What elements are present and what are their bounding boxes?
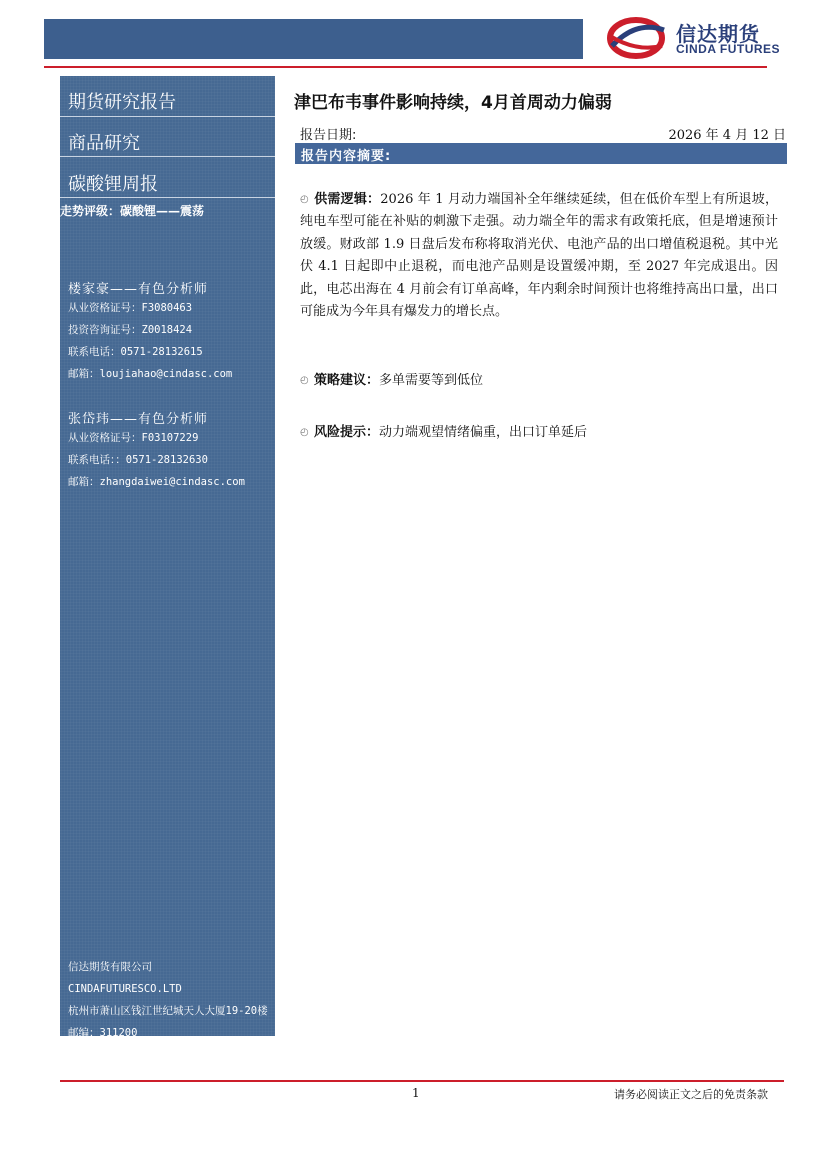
report-date-label: 报告日期: — [300, 128, 357, 143]
analyst-phone: 联系电话：：0571-28132630 — [68, 454, 208, 466]
analyst-card — [68, 278, 232, 385]
clock-icon: ◴ — [300, 427, 309, 438]
section-text: 2026 年 1 月动力端国补全年继续延续，但在低价车型上有所退坡，纯电车型可能在补贴的刺激下走强。动力端全年的需求有政策托底，但是增速预计放缓。财政部 1.9 日盘后发布称将取消光伏、电池产品的出口增值税退税。其中光伏 4.1 日起即中止退税，而电池产品则是设置缓冲期，至 2027 年完成退出。因此，电芯出海在 4 月前会有订单高峰，年内剩余时间预计也将维持高出口量，出口可能成为今年具有爆发力的增长点。 — [300, 192, 778, 320]
cinda-logo-icon — [606, 16, 670, 60]
section-label: 策略建议： — [314, 373, 380, 388]
sidebar-title-report: 期货研究报告 — [68, 92, 176, 113]
company-name-en: CINDAFUTURESCO.LTD — [68, 983, 182, 995]
summary-label: 报告内容摘要: — [301, 149, 392, 164]
analyst-name: 楼家豪——有色分析师 — [68, 282, 209, 297]
top-banner — [44, 19, 583, 59]
section-risk — [300, 422, 778, 444]
analyst-email: 邮箱：zhangdaiwei@cindasc.com — [68, 476, 245, 488]
report-date: 2026 年 4 月 12 日 — [668, 128, 786, 143]
analyst-license: 从业资格证号：F03107229 — [68, 432, 199, 444]
sidebar-title-weekly: 碳酸锂周报 — [68, 174, 158, 195]
sidebar-title-category: 商品研究 — [68, 133, 140, 154]
company-zip: 邮编：311200 — [68, 1027, 138, 1039]
divider — [60, 156, 275, 157]
section-text: 动力端观望情绪偏重，出口订单延后 — [379, 425, 588, 440]
analyst-email: 邮箱：loujiahao@cindasc.com — [68, 368, 233, 380]
company-name: 信达期货有限公司 — [68, 961, 152, 973]
bottom-rule — [60, 1080, 784, 1082]
analyst-consult: 投资咨询证号：Z0018424 — [68, 324, 193, 336]
summary-header — [295, 143, 787, 164]
clock-icon: ◴ — [300, 375, 309, 386]
logo-text-cn: 信达期货 — [676, 22, 760, 46]
analyst-phone: 联系电话：0571-28132615 — [68, 346, 203, 358]
section-strategy — [300, 370, 778, 392]
divider — [60, 116, 275, 117]
company-address: 杭州市萧山区钱江世纪城天人大厦19-20楼 — [68, 1005, 268, 1017]
analyst-card — [68, 408, 245, 493]
top-rule — [44, 66, 767, 68]
divider — [60, 197, 275, 198]
sidebar — [60, 76, 275, 1039]
page-number: 1 — [412, 1086, 420, 1100]
logo-text-en: CINDA FUTURES — [676, 42, 781, 56]
company-info — [68, 956, 268, 1044]
trend-rating: 走势评级：碳酸锂——震荡 — [60, 204, 205, 218]
section-text: 多单需要等到低位 — [379, 373, 484, 388]
section-supply-demand — [300, 189, 778, 323]
section-label: 风险提示： — [314, 425, 380, 440]
analyst-name: 张岱玮——有色分析师 — [68, 412, 209, 427]
analyst-license: 从业资格证号：F3080463 — [68, 302, 193, 314]
section-label: 供需逻辑： — [314, 192, 381, 207]
report-title: 津巴布韦事件影响持续，4月首周动力偏弱 — [294, 93, 612, 113]
disclaimer: 请务必阅读正文之后的免责条款 — [614, 1088, 768, 1101]
cinda-logo — [606, 16, 786, 60]
clock-icon: ◴ — [300, 194, 309, 205]
